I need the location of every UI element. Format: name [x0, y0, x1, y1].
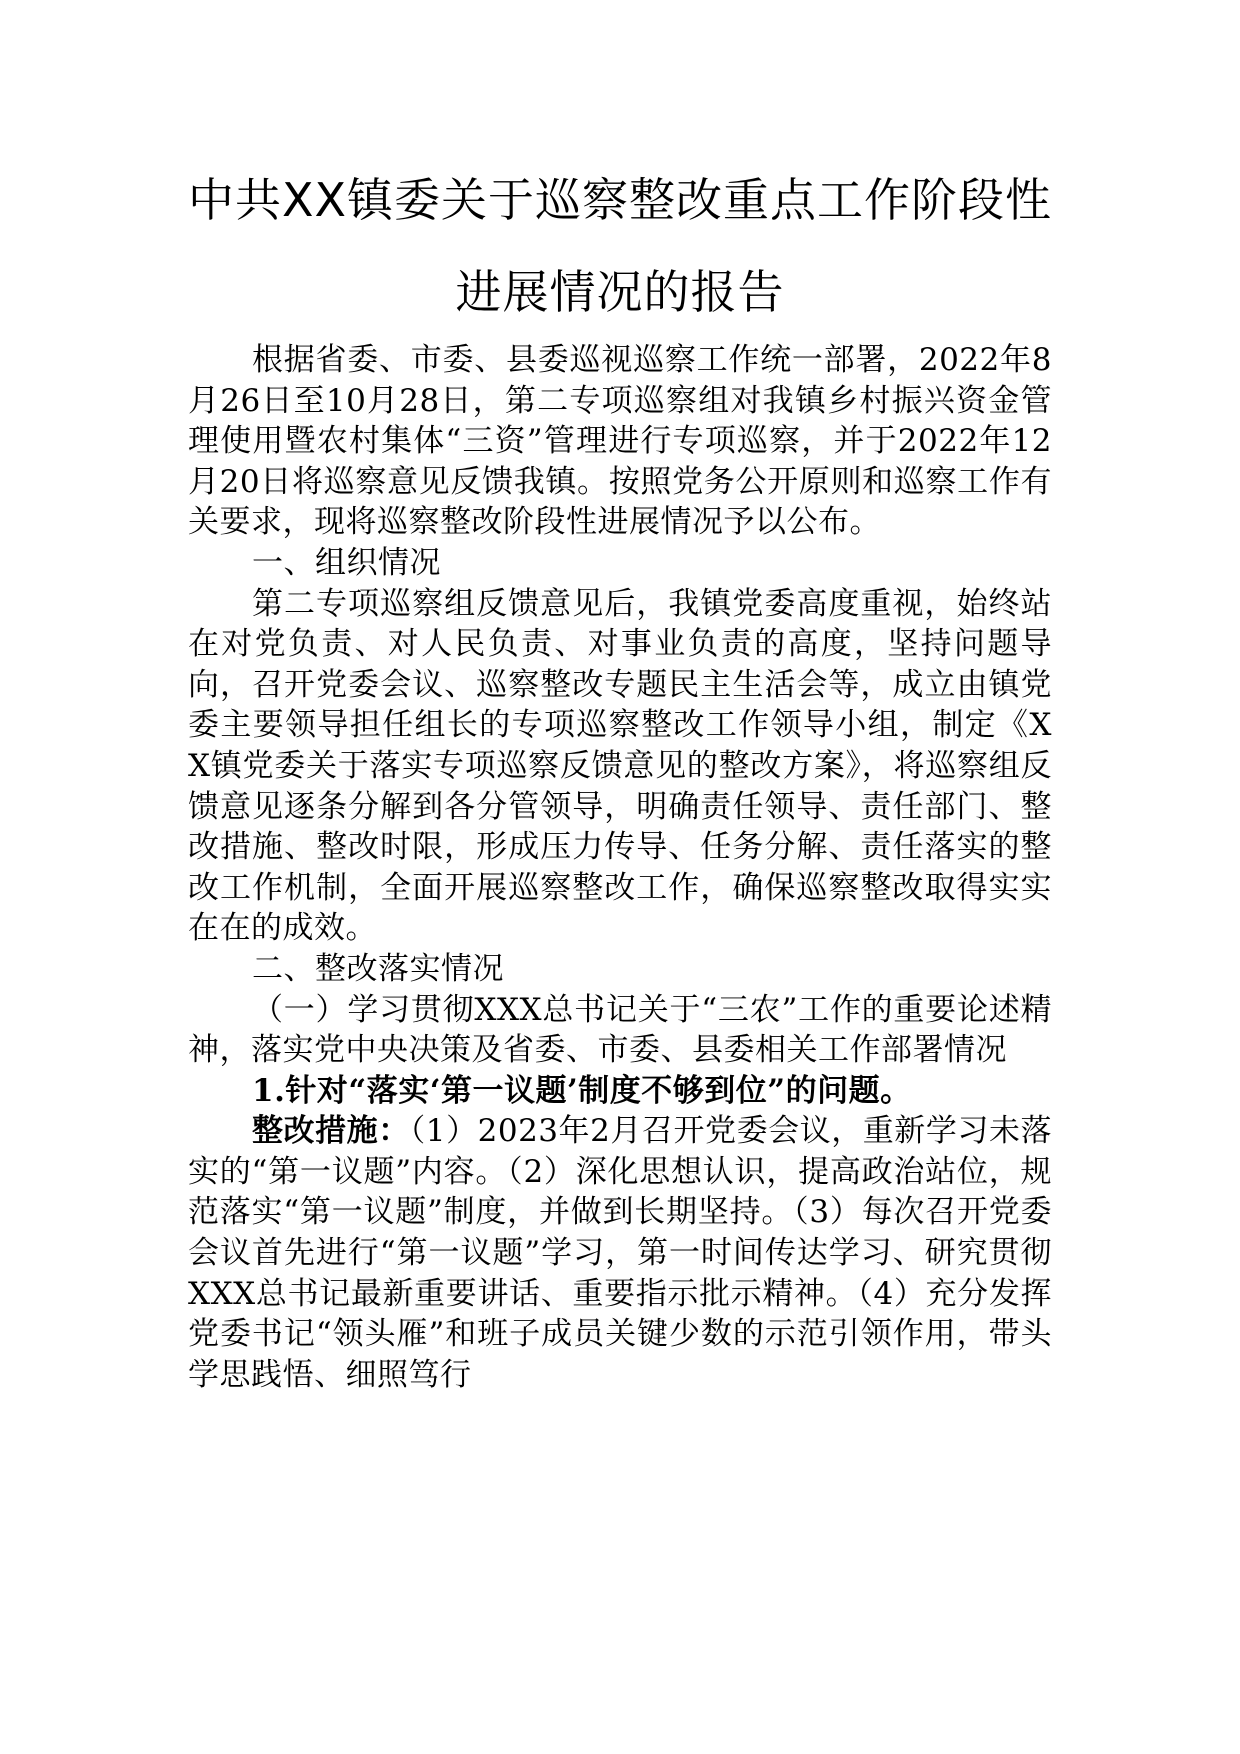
document-title-line-2: 进展情况的报告 [455, 265, 785, 319]
subsection-1-heading: （一）学习贯彻XXX总书记关于“三农”工作的重要论述精神，落实党中央决策及省委、市委、县委相关工作部署情况 [188, 991, 1052, 1069]
item-1-body: （1）2023年2月召开党委会议，重新学习未落实的“第一议题”内容。（2）深化思想认识，提高政治站位，规范落实“第一议题”制度，并做到长期坚持。（3）每次召开党委会议首先进行“第一议题”学习，第一时间传达学习、研究贯彻XXX总书记最新重要讲话、重要指示批示精神。（4）充分发挥党委书记“领头雁”和班子成员关键少数的示范引领作用，带头学思践悟、细照笃行 [188, 1113, 1053, 1393]
section-1-heading: 一、组织情况 [252, 544, 441, 581]
document-body [188, 340, 1052, 1395]
item-1-lead: 整改措施： [252, 1113, 410, 1150]
document-title-line-1: 中共XX镇委关于巡察整改重点工作阶段性 [187, 173, 1053, 227]
item-1-heading: 1.针对“落实‘第一议题’制度不够到位”的问题。 [252, 1072, 912, 1109]
section-1-paragraph: 第二专项巡察组反馈意见后，我镇党委高度重视，始终站在对党负责、对人民负责、对事业负责的高度，坚持问题导向，召开党委会议、巡察整改专题民主生活会等，成立由镇党委主要领导担任组长的专项巡察整改工作领导小组，制定《XX镇党委关于落实专项巡察反馈意见的整改方案》，将巡察组反馈意见逐条分解到各分管领导，明确责任领导、责任部门、整改措施、整改时限，形成压力传导、任务分解、责任落实的整改工作机制，全面开展巡察整改工作，确保巡察整改取得实实在在的成效。 [188, 585, 1052, 947]
section-2-heading: 二、整改落实情况 [252, 950, 504, 987]
item-1-paragraph [188, 1111, 1052, 1395]
intro-paragraph: 根据省委、市委、县委巡视巡察工作统一部署，2022年8月26日至10月28日，第二专项巡察组对我镇乡村振兴资金管理使用暨农村集体“三资”管理进行专项巡察，并于2022年12月20日将巡察意见反馈我镇。按照党务公开原则和巡察工作有关要求，现将巡察整改阶段性进展情况予以公布。 [188, 342, 1052, 541]
